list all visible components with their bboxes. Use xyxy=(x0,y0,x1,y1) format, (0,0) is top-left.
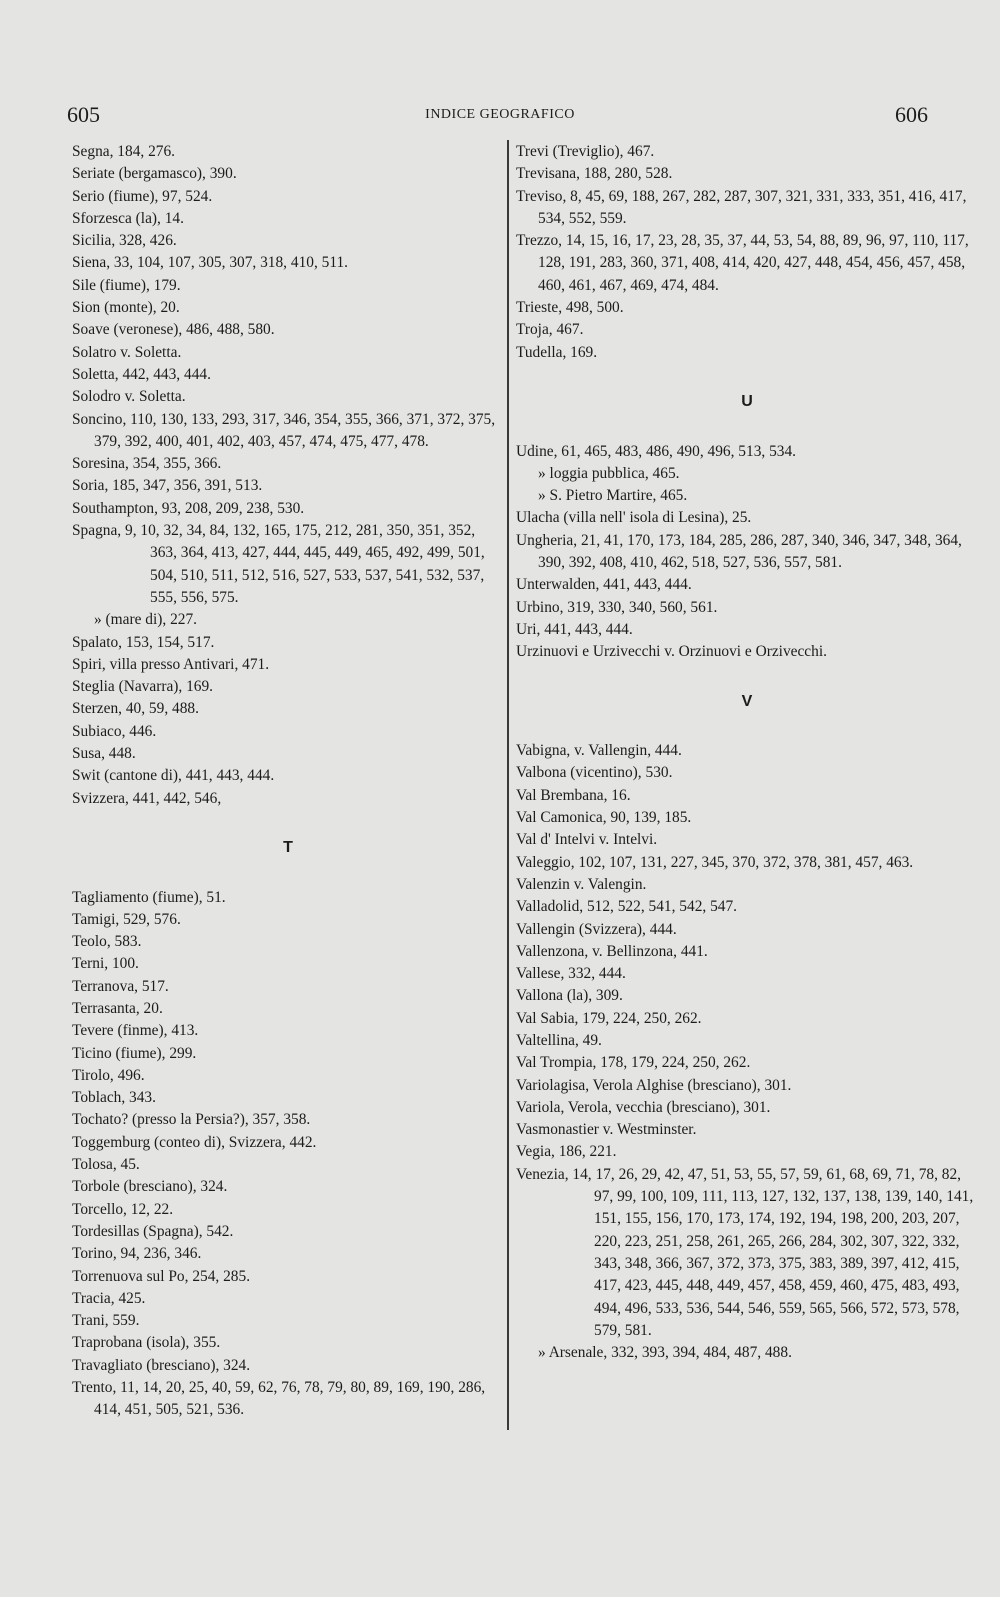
index-entry: Vallona (la), 309. xyxy=(516,987,623,1005)
index-entry: Torcello, 12, 22. xyxy=(72,1200,174,1218)
index-entry: Vasmonastier v. Westminster. xyxy=(516,1121,697,1139)
index-entry: Valenzin v. Valengin. xyxy=(516,875,647,893)
index-entry: Tolosa, 45. xyxy=(72,1156,140,1174)
index-entry: Spalato, 153, 154, 517. xyxy=(72,633,215,651)
index-entry: Subiaco, 446. xyxy=(72,722,157,740)
index-entry: Trento, 11, 14, 20, 25, 40, 59, 62, 76, 78, 79, 80, 89, 169, 190, 286, 414, 451, 505, 521, 536. xyxy=(72,1379,486,1419)
index-entry: Torbole (bresciano), 324. xyxy=(72,1178,228,1196)
index-entry: Toggemburg (conteo di), Svizzera, 442. xyxy=(72,1133,317,1151)
right-index-column xyxy=(516,141,978,1364)
index-subentry: » Arsenale, 332, 393, 394, 484, 487, 488. xyxy=(538,1344,792,1362)
index-entry: Sicilia, 328, 426. xyxy=(72,232,177,250)
index-entry: Trezzo, 14, 15, 16, 17, 23, 28, 35, 37, 44, 53, 54, 88, 89, 96, 97, 110, 117, 128, 191, 283, 360, 371, 408, 414, 420, 427, 448, 454, 456, 457, 458, 460, 461, 467, 469, 474, 484. xyxy=(516,232,969,294)
index-entry: Vallese, 332, 444. xyxy=(516,965,626,983)
index-entry: Valtellina, 49. xyxy=(516,1031,602,1049)
index-entry: Treviso, 8, 45, 69, 188, 267, 282, 287, 307, 321, 331, 333, 351, 416, 417, 534, 552, 559. xyxy=(516,187,967,227)
index-entry: Terni, 100. xyxy=(72,955,139,973)
index-entry: Uri, 441, 443, 444. xyxy=(516,620,633,638)
index-entry: Soresina, 354, 355, 366. xyxy=(72,455,222,473)
index-entry: Steglia (Navarra), 169. xyxy=(72,678,214,696)
index-entry: Ulacha (villa nell' isola di Lesina), 25. xyxy=(516,509,752,527)
index-entry: Tevere (finme), 413. xyxy=(72,1022,199,1040)
index-entry: Soria, 185, 347, 356, 391, 513. xyxy=(72,477,263,495)
index-subentry: » (mare di), 227. xyxy=(94,611,197,629)
index-entry: Urbino, 319, 330, 340, 560, 561. xyxy=(516,598,718,616)
index-entry: Sion (monte), 20. xyxy=(72,299,180,317)
index-entry: Tordesillas (Spagna), 542. xyxy=(72,1222,234,1240)
index-entry: Ungheria, 21, 41, 170, 173, 184, 285, 286, 287, 340, 346, 347, 348, 364, 390, 392, 408, 410, 462, 518, 527, 536, 557, 581. xyxy=(516,531,962,572)
index-entry: Travagliato (bresciano), 324. xyxy=(72,1356,251,1374)
right-page-number: 606 xyxy=(895,102,928,127)
index-entry: Seriate (bergamasco), 390. xyxy=(72,165,237,183)
index-entry: Ticino (fiume), 299. xyxy=(72,1044,197,1062)
index-entry: Solatro v. Soletta. xyxy=(72,343,182,361)
index-entry: Trevi (Treviglio), 467. xyxy=(516,143,655,160)
index-entry: Tochato? (presso la Persia?), 357, 358. xyxy=(72,1111,311,1129)
index-entry: Svizzera, 441, 442, 546, xyxy=(72,789,222,807)
index-entry: Traprobana (isola), 355. xyxy=(72,1334,221,1352)
index-entry: Sterzen, 40, 59, 488. xyxy=(72,700,199,718)
index-entry: Tracia, 425. xyxy=(72,1289,146,1307)
index-entry: Teolo, 583. xyxy=(72,933,142,951)
index-entry: Udine, 61, 465, 483, 486, 490, 496, 513, 534. xyxy=(516,442,797,460)
index-entry: Trieste, 498, 500. xyxy=(516,299,624,317)
index-entry: Soncino, 110, 130, 133, 293, 317, 346, 354, 355, 366, 371, 372, 375, 379, 392, 400, 401, 402, 403, 457, 474, 475, 477, 478. xyxy=(72,410,496,450)
index-entry: Val Camonica, 90, 139, 185. xyxy=(516,809,692,827)
index-entry: Trani, 559. xyxy=(72,1312,140,1330)
running-header: INDICE GEOGRAFICO xyxy=(425,107,575,122)
index-entry: Vallenzona, v. Bellinzona, 441. xyxy=(516,942,708,960)
index-entry: Valeggio, 102, 107, 131, 227, 345, 370, 372, 378, 381, 457, 463. xyxy=(516,853,914,871)
index-entry: Val d' Intelvi v. Intelvi. xyxy=(516,831,658,849)
index-entry: Susa, 448. xyxy=(72,745,136,763)
index-entry: Spiri, villa presso Antivari, 471. xyxy=(72,655,270,673)
index-entry: Valladolid, 512, 522, 541, 542, 547. xyxy=(516,898,738,916)
left-page-number: 605 xyxy=(67,102,100,127)
index-entry: Spagna, 9, 10, 32, 34, 84, 132, 165, 175, 212, 281, 350, 351, 352, 363, 364, 413, 427, 444, 445, 449, 465, 492, 499, 501, 504, 510, 511, 512, 516, 527, 533, 537, 541, 532, 537, 555, 556, 575. xyxy=(72,522,485,606)
index-entry: Tirolo, 496. xyxy=(72,1066,145,1084)
index-entry: Soletta, 442, 443, 444. xyxy=(72,365,211,383)
index-entry: Variola, Verola, vecchia (bresciano), 301. xyxy=(516,1098,771,1116)
index-entry: Val Brembana, 16. xyxy=(516,786,631,804)
index-entry: Torino, 94, 236, 346. xyxy=(72,1245,202,1263)
section-letter: T xyxy=(283,838,293,856)
index-entry: Solodro v. Soletta. xyxy=(72,388,186,406)
index-entry: Southampton, 93, 208, 209, 238, 530. xyxy=(72,499,305,517)
section-letter: U xyxy=(741,392,753,410)
index-entry: Vegia, 186, 221. xyxy=(516,1143,617,1161)
index-entry: Segna, 184, 276. xyxy=(72,143,176,160)
index-subentry: » S. Pietro Martire, 465. xyxy=(538,487,688,505)
index-entry: Terranova, 517. xyxy=(72,977,169,995)
column-divider xyxy=(507,140,509,1430)
index-entry: Serio (fiume), 97, 524. xyxy=(72,187,213,205)
index-entry: Toblach, 343. xyxy=(72,1089,156,1107)
index-entry: Variolagisa, Verola Alghise (bresciano), 301. xyxy=(516,1076,792,1094)
index-entry: Tudella, 169. xyxy=(516,343,598,361)
index-entry: Soave (veronese), 486, 488, 580. xyxy=(72,321,275,339)
index-entry: Troja, 467. xyxy=(516,321,584,339)
index-entry: Sforzesca (la), 14. xyxy=(72,209,184,227)
index-entry: Val Sabia, 179, 224, 250, 262. xyxy=(516,1009,702,1027)
index-entry: Torrenuova sul Po, 254, 285. xyxy=(72,1267,251,1285)
index-entry: Sile (fiume), 179. xyxy=(72,276,181,294)
index-entry: Terrasanta, 20. xyxy=(72,999,163,1017)
index-entry: Valbona (vicentino), 530. xyxy=(516,764,673,782)
left-index-column xyxy=(72,141,504,1422)
index-entry: Vallengin (Svizzera), 444. xyxy=(516,920,677,938)
index-entry: Urzinuovi e Urzivecchi v. Orzinuovi e Orzivecchi. xyxy=(516,643,827,661)
index-entry: Unterwalden, 441, 443, 444. xyxy=(516,576,692,594)
index-subentry: » loggia pubblica, 465. xyxy=(538,464,680,482)
index-entry: Swit (cantone di), 441, 443, 444. xyxy=(72,767,275,785)
index-entry: Trevisana, 188, 280, 528. xyxy=(516,165,673,183)
index-entry: Tamigi, 529, 576. xyxy=(72,910,181,928)
index-entry: Vabigna, v. Vallengin, 444. xyxy=(516,742,682,760)
index-entry: Tagliamento (fiume), 51. xyxy=(72,888,226,906)
section-letter: V xyxy=(741,692,753,710)
index-entry: Val Trompia, 178, 179, 224, 250, 262. xyxy=(516,1054,751,1072)
index-entry: Venezia, 14, 17, 26, 29, 42, 47, 51, 53, 55, 57, 59, 61, 68, 69, 71, 78, 82, 97, 99, 100, 109, 111, 113, 127, 132, 137, 138, 139, 140, 141, 151, 155, 156, 170, 173, 174, 192, 194, 198, 200, 203, 207, 220, 223, 251, 258, 261, 265, 266, 284, 302, 307, 322, 332, 343, 348, 366, 367, 372, 373, 375, 383, 389, 397, 412, 415, 417, 423, 445, 448, 449, 457, 458, 459, 460, 475, 483, 493, 494, 496, 533, 536, 544, 546, 559, 565, 566, 572, 573, 578, 579, 581. xyxy=(516,1165,974,1339)
index-entry: Siena, 33, 104, 107, 305, 307, 318, 410, 511. xyxy=(72,254,349,272)
